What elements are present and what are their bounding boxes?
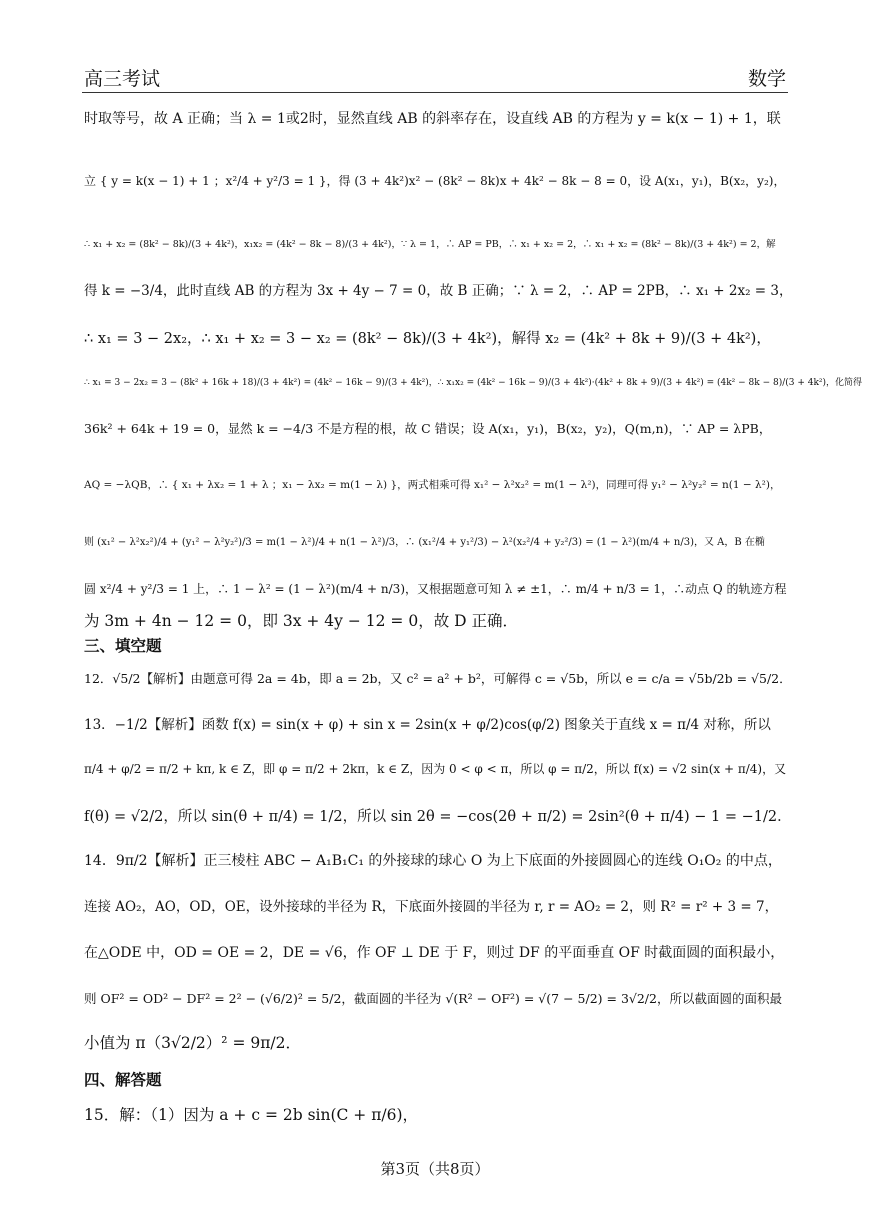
text-line-15: f(θ) = √2/2，所以 sin(θ + π/4) = 1/2，所以 sin 2θ = −cos(2θ + π/2) = 2sin²(θ + π/4) − 1 = −1/2．	[84, 809, 792, 825]
text-line-10: 圆 x²/4 + y²/3 = 1 上，∴ 1 − λ² = (1 − λ²)(m/4 + n/3)，又根据题意可知 λ ≠ ±1，∴ m/4 + n/3 = 1，∴动点 Q 的轨迹方程	[84, 582, 787, 596]
text-line-7: 36k² + 64k + 19 = 0，显然 k = −4/3 不是方程的根，故 C 错误；设 A(x₁，y₁)，B(x₂，y₂)，Q(m,n)，∵ AP = λPB，	[84, 421, 772, 436]
text-line-8: AQ = −λQB，∴ { x₁ + λx₂ = 1 + λ ；x₁ − λx₂ = m(1 − λ) }，两式相乘可得 x₁² − λ²x₂² = m(1 − λ²)，同理可得 y₁² − λ²y₂² = n(1 − λ²)，	[84, 479, 781, 491]
header-exam-title: 高三考试	[84, 68, 161, 90]
text-line-2: 立 { y = k(x − 1) + 1 ；x²/4 + y²/3 = 1 }，得 (3 + 4k²)x² − (8k² − 8k)x + 4k² − 8k − 8 = 0，设 A(x₁，y₁)，B(x₂，y₂)，	[84, 174, 786, 188]
text-line-17: 连接 AO₂，AO，OD，OE，设外接球的半径为 R，下底面外接圆的半径为 r, r = AO₂ = 2，则 R² = r² + 3 = 7，	[84, 899, 779, 915]
text-line-12: 12．√5/2【解析】由题意可得 2a = 4b，即 a = 2b，又 c² = a² + b²，可解得 c = √5b，所以 e = c/a = √5b/2b = √5/2．	[84, 671, 792, 686]
section-fill-blank: 三、填空题	[84, 637, 162, 655]
header-subject: 数学	[747, 68, 786, 90]
text-line-5: ∴ x₁ = 3 − 2x₂，∴ x₁ + x₂ = 3 − x₂ = (8k² − 8k)/(3 + 4k²)，解得 x₂ = (4k² + 8k + 9)/(3 + 4k²)，	[84, 331, 771, 347]
section-answer: 四、解答题	[84, 1071, 162, 1089]
text-line-11: 为 3m + 4n − 12 = 0，即 3x + 4y − 12 = 0，故 D 正确．	[84, 612, 518, 630]
page-number: 第3页（共8页）	[380, 1160, 490, 1178]
text-line-1: 时取等号，故 A 正确；当 λ = 1或2时，显然直线 AB 的斜率存在，设直线 AB 的方程为 y = k(x − 1) + 1，联	[84, 111, 781, 127]
text-line-3: ∴ x₁ + x₂ = (8k² − 8k)/(3 + 4k²)，x₁x₂ = (4k² − 8k − 8)/(3 + 4k²)，∵ λ = 1，∴ AP = PB，∴ x₁ + x₂ = 2，∴ x₁ + x₂ = (8k² − 8k)/(3 + 4k²) = 2，解	[84, 239, 776, 250]
text-line-18: 在△ODE 中，OD = OE = 2，DE = √6，作 OF ⊥ DE 于 F，则过 DF 的平面垂直 OF 时截面圆的面积最小，	[84, 945, 785, 961]
text-line-13: 13．−1/2【解析】函数 f(x) = sin(x + φ) + sin x = 2sin(x + φ/2)cos(φ/2) 图象关于直线 x = π/4 对称，所以	[84, 717, 771, 733]
text-line-20: 小值为 π（3√2/2）² = 9π/2．	[84, 1034, 301, 1052]
text-line-6: ∴ x₁ = 3 − 2x₂ = 3 − (8k² + 16k + 18)/(3 + 4k²) = (4k² − 16k − 9)/(3 + 4k²)，∴ x₁x₂ = (4k² − 16k − 9)/(3 + 4k²)·(4k² + 8k + 9)/(3 + 4k²) = (4k² − 8k − 8)/(3 + 4k²)，化简得	[84, 378, 863, 388]
text-line-21: 15．解：（1）因为 a + c = 2b sin(C + π/6)，	[84, 1106, 419, 1124]
text-line-14: π/4 + φ/2 = π/2 + kπ, k ∈ Z，即 φ = π/2 + 2kπ，k ∈ Z，因为 0 < φ < π，所以 φ = π/2，所以 f(x) = √2 sin(x + π/4)，又	[84, 762, 787, 776]
header-divider	[82, 92, 788, 93]
text-line-16: 14．9π/2【解析】正三棱柱 ABC − A₁B₁C₁ 的外接球的球心 O 为上下底面的外接圆圆心的连线 O₁O₂ 的中点，	[84, 853, 782, 869]
text-line-19: 则 OF² = OD² − DF² = 2² − (√6/2)² = 5/2，截面圆的半径为 √(R² − OF²) = √(7 − 5/2) = 3√2/2，所以截面圆的面积最	[84, 991, 782, 1006]
text-line-9: 则 (x₁² − λ²x₂²)/4 + (y₁² − λ²y₂²)/3 = m(1 − λ²)/4 + n(1 − λ²)/3，∴ (x₁²/4 + y₁²/3) − λ²(x₂²/4 + y₂²/3) = (1 − λ²)(m/4 + n/3)，又 A，B 在椭	[84, 537, 765, 548]
text-line-4: 得 k = −3/4，此时直线 AB 的方程为 3x + 4y − 7 = 0，故 B 正确；∵ λ = 2，∴ AP = 2PB，∴ x₁ + 2x₂ = 3，	[84, 283, 793, 299]
